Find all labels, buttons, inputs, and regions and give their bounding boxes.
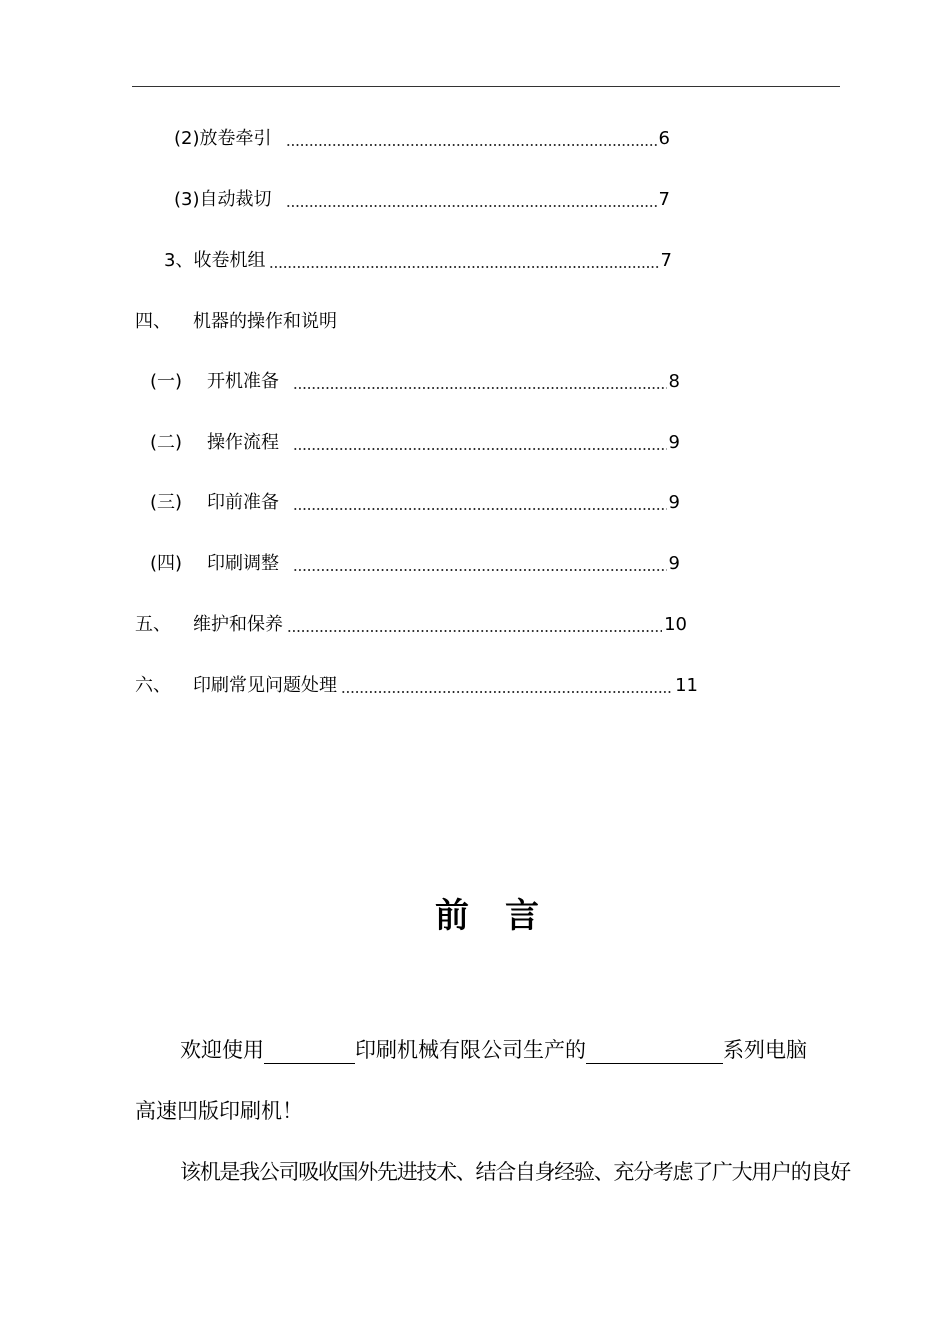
toc-dot-leader — [293, 387, 667, 389]
toc-entry[interactable] — [150, 368, 680, 394]
toc-entry-title: 放卷牵引 — [199, 128, 272, 149]
toc-entry-page: 9 — [668, 553, 680, 574]
toc-entry-page: 7 — [658, 189, 670, 210]
toc-entry-number: (一) — [150, 371, 183, 392]
toc-entry-page: 7 — [660, 250, 672, 271]
header-rule — [132, 86, 840, 87]
toc-dot-leader — [287, 630, 662, 632]
toc-section-heading[interactable] — [135, 308, 535, 334]
toc-entry-number: (二) — [150, 432, 183, 453]
fill-in-blank-company — [264, 1039, 355, 1064]
toc-entry-number: 五、 — [135, 614, 171, 635]
preface-paragraph-1 — [180, 1036, 807, 1064]
toc-entry[interactable] — [135, 672, 698, 698]
toc-entry-page: 6 — [658, 128, 670, 149]
toc-entry-page: 8 — [668, 371, 680, 392]
preface-text: 印刷机械有限公司生产的 — [355, 1038, 586, 1062]
toc-entry-number: (3) — [174, 189, 200, 210]
fill-in-blank-model — [586, 1039, 723, 1064]
toc-entry-title: 开机准备 — [207, 371, 279, 392]
preface-text: 欢迎使用 — [180, 1038, 264, 1062]
toc-entry-title: 自动裁切 — [199, 189, 272, 210]
toc-entry-page: 10 — [664, 614, 687, 635]
toc-entry-page: 9 — [668, 432, 680, 453]
toc-entry[interactable] — [150, 550, 680, 576]
toc-dot-leader — [293, 448, 667, 450]
preface-text: 系列电脑 — [723, 1038, 807, 1062]
toc-entry[interactable] — [174, 125, 670, 151]
toc-entry-number: (四) — [150, 553, 183, 574]
toc-dot-leader — [293, 569, 667, 571]
toc-entry[interactable] — [164, 247, 672, 273]
toc-dot-leader — [341, 691, 673, 693]
toc-entry-number: (三) — [150, 492, 183, 513]
toc-entry-title: 印刷常见问题处理 — [193, 675, 337, 696]
toc-entry[interactable] — [150, 489, 680, 515]
toc-entry-title: 机器的操作和说明 — [193, 311, 337, 332]
toc-dot-leader — [293, 508, 667, 510]
preface-title: 前言 — [435, 896, 575, 936]
toc-entry-title: 维护和保养 — [193, 614, 283, 635]
toc-entry-page: 11 — [675, 675, 698, 696]
preface-paragraph-2: 该机是我公司吸收国外先进技术、结合自身经验、充分考虑了广大用户的良好 — [180, 1160, 850, 1184]
toc-entry-number: 六、 — [135, 675, 171, 696]
toc-dot-leader — [286, 144, 657, 146]
preface-paragraph-1-continued: 高速凹版印刷机！ — [135, 1099, 303, 1123]
toc-entry-title: 印刷调整 — [207, 553, 279, 574]
toc-entry[interactable] — [135, 611, 687, 637]
toc-entry-number: 3、 — [164, 250, 194, 271]
toc-entry[interactable] — [174, 186, 670, 212]
toc-entry-title: 收卷机组 — [193, 250, 266, 271]
toc-entry-page: 9 — [668, 492, 680, 513]
toc-entry-title: 印前准备 — [207, 492, 279, 513]
toc-entry-number: 四、 — [135, 311, 171, 332]
toc-entry[interactable] — [150, 429, 680, 455]
toc-entry-number: (2) — [174, 128, 200, 149]
toc-dot-leader — [286, 205, 657, 207]
toc-dot-leader — [269, 266, 658, 268]
toc-entry-title: 操作流程 — [207, 432, 279, 453]
